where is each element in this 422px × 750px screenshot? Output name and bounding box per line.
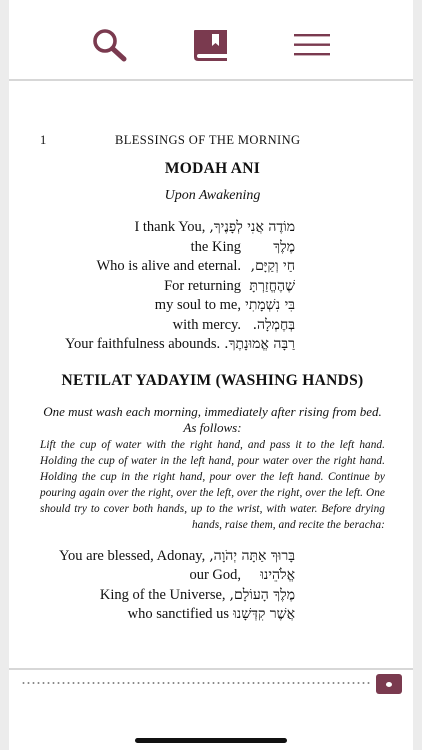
- hebrew-text: חַי וְקַיָּם,: [250, 258, 295, 275]
- prayer-line: [40, 605, 385, 625]
- english-text: For returning: [164, 277, 241, 294]
- prayer-line: [40, 316, 385, 336]
- hebrew-text: רַבָּה אֱמוּנָתֶךָ.: [224, 336, 295, 353]
- netilat-prayer: [40, 547, 385, 625]
- reader-page: [9, 81, 413, 668]
- hebrew-text: בְּחֶמְלָה.: [252, 316, 295, 333]
- hebrew-text: בָּרוּךְ אַתָּה יְהֹוָה,: [209, 547, 295, 564]
- page-header: [40, 133, 385, 148]
- section-subtitle: Upon Awakening: [164, 188, 261, 203]
- menu-icon: [292, 32, 332, 58]
- prayer-line: [40, 335, 385, 355]
- hebrew-text: מוֹדֶה אֲנִי לְפָנֶיךָ,: [209, 219, 295, 236]
- library-button[interactable]: [187, 21, 235, 69]
- right-frame: [413, 0, 422, 750]
- hebrew-text: מֶלֶךְ הָעוֹלָם,: [229, 586, 295, 603]
- english-text: my soul to me,: [154, 297, 241, 314]
- page-scrubber: [9, 670, 413, 698]
- english-text: King of the Universe,: [99, 586, 226, 603]
- search-button[interactable]: [86, 21, 134, 69]
- hebrew-text: אֱלֹהֵינוּ: [260, 567, 295, 584]
- prayer-line: [40, 586, 385, 606]
- english-text: You are blessed, Adonay,: [59, 547, 206, 564]
- english-text: with mercy.: [172, 316, 241, 333]
- menu-button[interactable]: [288, 21, 336, 69]
- left-frame: [0, 0, 9, 750]
- modah-ani-prayer: [40, 218, 385, 355]
- prayer-line: [40, 296, 385, 316]
- page-number: 1: [40, 133, 47, 147]
- hebrew-text: שֶׁהֶחֱזַרְתָּ: [249, 277, 295, 294]
- search-icon: [91, 27, 129, 63]
- home-indicator: [135, 738, 287, 743]
- prayer-line: [40, 277, 385, 297]
- section-title-modah-ani: MODAH ANI: [164, 160, 261, 177]
- handle-dot-icon: [386, 682, 392, 687]
- english-text: the King: [190, 238, 241, 255]
- instruction-lead: One must wash each morning, immediately after rising from bed. As follows:: [43, 403, 382, 435]
- english-text: Who is alive and eternal.: [96, 258, 241, 275]
- book-icon: [192, 28, 230, 62]
- hebrew-text: אֲשֶׁר קִדְּשָׁנוּ: [233, 606, 295, 623]
- progress-handle[interactable]: [376, 674, 402, 694]
- hebrew-text: מֶלֶךְ: [273, 238, 295, 255]
- top-toolbar: [9, 0, 413, 80]
- prayer-line: [40, 547, 385, 567]
- hebrew-text: בִּי נִשְׁמָתִי: [245, 297, 295, 314]
- english-text: Your faithfulness abounds.: [64, 336, 221, 353]
- prayer-line: [40, 566, 385, 586]
- page-title: BLESSINGS OF THE MORNING: [115, 133, 301, 147]
- section-title-netilat-yadayim: NETILAT YADAYIM (WASHING HANDS): [61, 371, 364, 389]
- english-text: who sanctified us: [127, 606, 230, 623]
- english-text: our God,: [189, 567, 241, 584]
- instruction-text: Lift the cup of water with the right hand, and pass it to the left hand. Holding the cup of water in the left hand, pour water over the right hand. Holding the cup in the right hand, pour over the left hand. Continue by pouring again over the right, over the left, over the right, over the left. One should try to cover both hands, up to the wrist, with water. Before drying hands, raise them, and recite the beracha:: [40, 438, 385, 531]
- prayer-line: [40, 218, 385, 238]
- progress-track[interactable]: [21, 682, 371, 684]
- english-text: I thank You,: [134, 219, 206, 236]
- prayer-line: [40, 238, 385, 258]
- prayer-line: [40, 257, 385, 277]
